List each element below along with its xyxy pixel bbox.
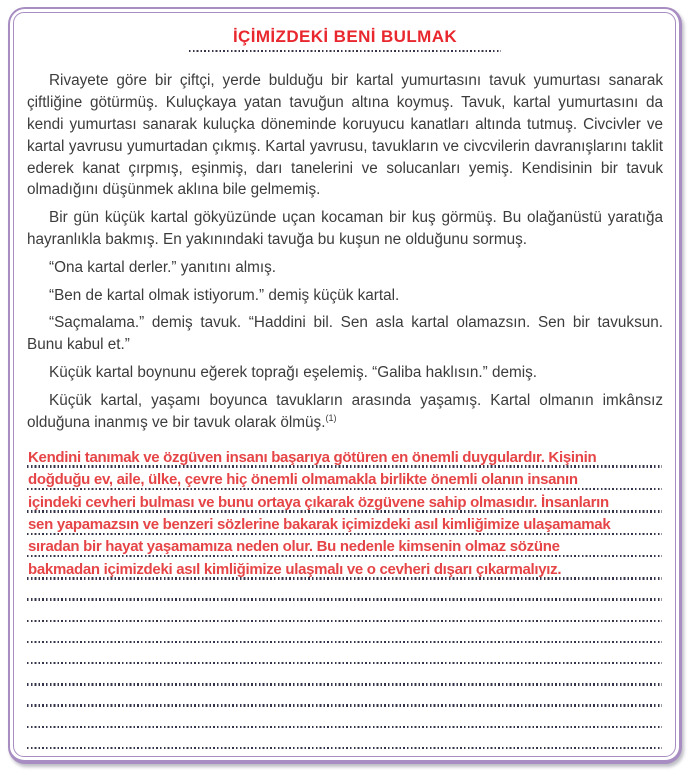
empty-writing-line — [27, 707, 663, 728]
empty-writing-line — [27, 728, 663, 749]
page-title: İÇİMİZDEKİ BENİ BULMAK — [232, 27, 458, 46]
story-paragraph: “Ben de kartal olmak istiyorum.” demiş küçük kartal. — [49, 286, 400, 304]
story-paragraph-text: Küçük kartal, yaşamı boyunca tavukların arasında yaşamış. Kartal olmanın imkânsız olduğuna inanmış ve bir tavuk olarak ölmüş. — [27, 391, 663, 431]
handwritten-answer-text: içindeki cevheri bulması ve bunu ortaya çıkarak özgüvene sahip olmasıdır. İnsanların — [28, 493, 609, 511]
story-paragraph — [27, 390, 663, 434]
title-dotted-underline — [189, 50, 501, 52]
dotted-writing-line — [27, 747, 662, 749]
empty-writing-lines — [27, 580, 663, 750]
empty-writing-line — [27, 643, 663, 664]
story-text — [27, 70, 663, 433]
answer-line — [27, 468, 663, 490]
handwritten-answer-text: sıradan bir hayat yaşamamıza neden olur. Bu nedenle kimsenin olmaz sözüne — [28, 538, 560, 556]
story-paragraph: Rivayete göre bir çiftçi, yerde bulduğu bir kartal yumurtasını tavuk yumurtası sanarak çiftliğine götürmüş. Kuluçkaya yatan tavuğun altına koymuş. Tavuk, kartal yumurtasını da kendi yumurtası sanarak kuluçka döneminde koruyucu kanatları altında tutmuş. Civcivler ve kartal yavrusu yumurtadan çıkmış. Kartal yavrusu, tavukların ve civcvilerin davranışlarını taklit ederek kanat çırpmış, eşinmiş, darı tanelerini ve solucanları yemiş. Kendisinin bir tavuk olmadığını düşünmek aklına bile gelmemiş. — [27, 72, 663, 199]
empty-writing-line — [27, 601, 663, 622]
handwritten-answer-text: Kendini tanımak ve özgüven insanı başarıya götüren en önemli duygulardır. Kişinin — [28, 448, 597, 466]
worksheet-card-inner-border — [13, 12, 676, 757]
title-block — [27, 27, 663, 52]
handwritten-answer-text: doğduğu ev, aile, ülke, çevre hiç önemli olmamakla birlikte önemli olanın insanın — [28, 471, 578, 489]
answer-line — [27, 445, 663, 467]
answer-line — [27, 490, 663, 512]
story-paragraph: “Ona kartal derler.” yanıtını almış. — [49, 258, 276, 276]
story-paragraph: “Saçmalama.” demiş tavuk. “Haddini bil. Sen asla kartal olamazsın. Sen bir tavuksun. Bunu kabul et.” — [27, 314, 663, 354]
story-paragraph: Küçük kartal boynunu eğerek toprağı eşelemiş. “Galiba haklısın.” demiş. — [49, 363, 538, 381]
footnote-marker: (1) — [325, 412, 337, 423]
empty-writing-line — [27, 580, 663, 601]
empty-writing-line — [27, 686, 663, 707]
answer-line — [27, 535, 663, 557]
answer-section — [27, 445, 663, 749]
empty-writing-line — [27, 664, 663, 685]
answer-line — [27, 557, 663, 579]
story-paragraph: Bir gün küçük kartal gökyüzünde uçan kocaman bir kuş görmüş. Bu olağanüstü yaratığa hayranlıkla bakmış. En yakınındaki tavuğa bu kuşun ne olduğunu sormuş. — [27, 209, 663, 248]
handwritten-answer-text: sen yapamazsın ve benzeri sözlerine bakarak içimizdeki asıl kimliğimize ulaşamamak — [28, 515, 611, 533]
worksheet-card — [8, 7, 682, 764]
empty-writing-line — [27, 622, 663, 643]
handwritten-answer-text: bakmadan içimizdeki asıl kimliğimize ulaşmalı ve o cevheri dışarı çıkarmalıyız. — [28, 560, 562, 578]
answer-line — [27, 513, 663, 535]
